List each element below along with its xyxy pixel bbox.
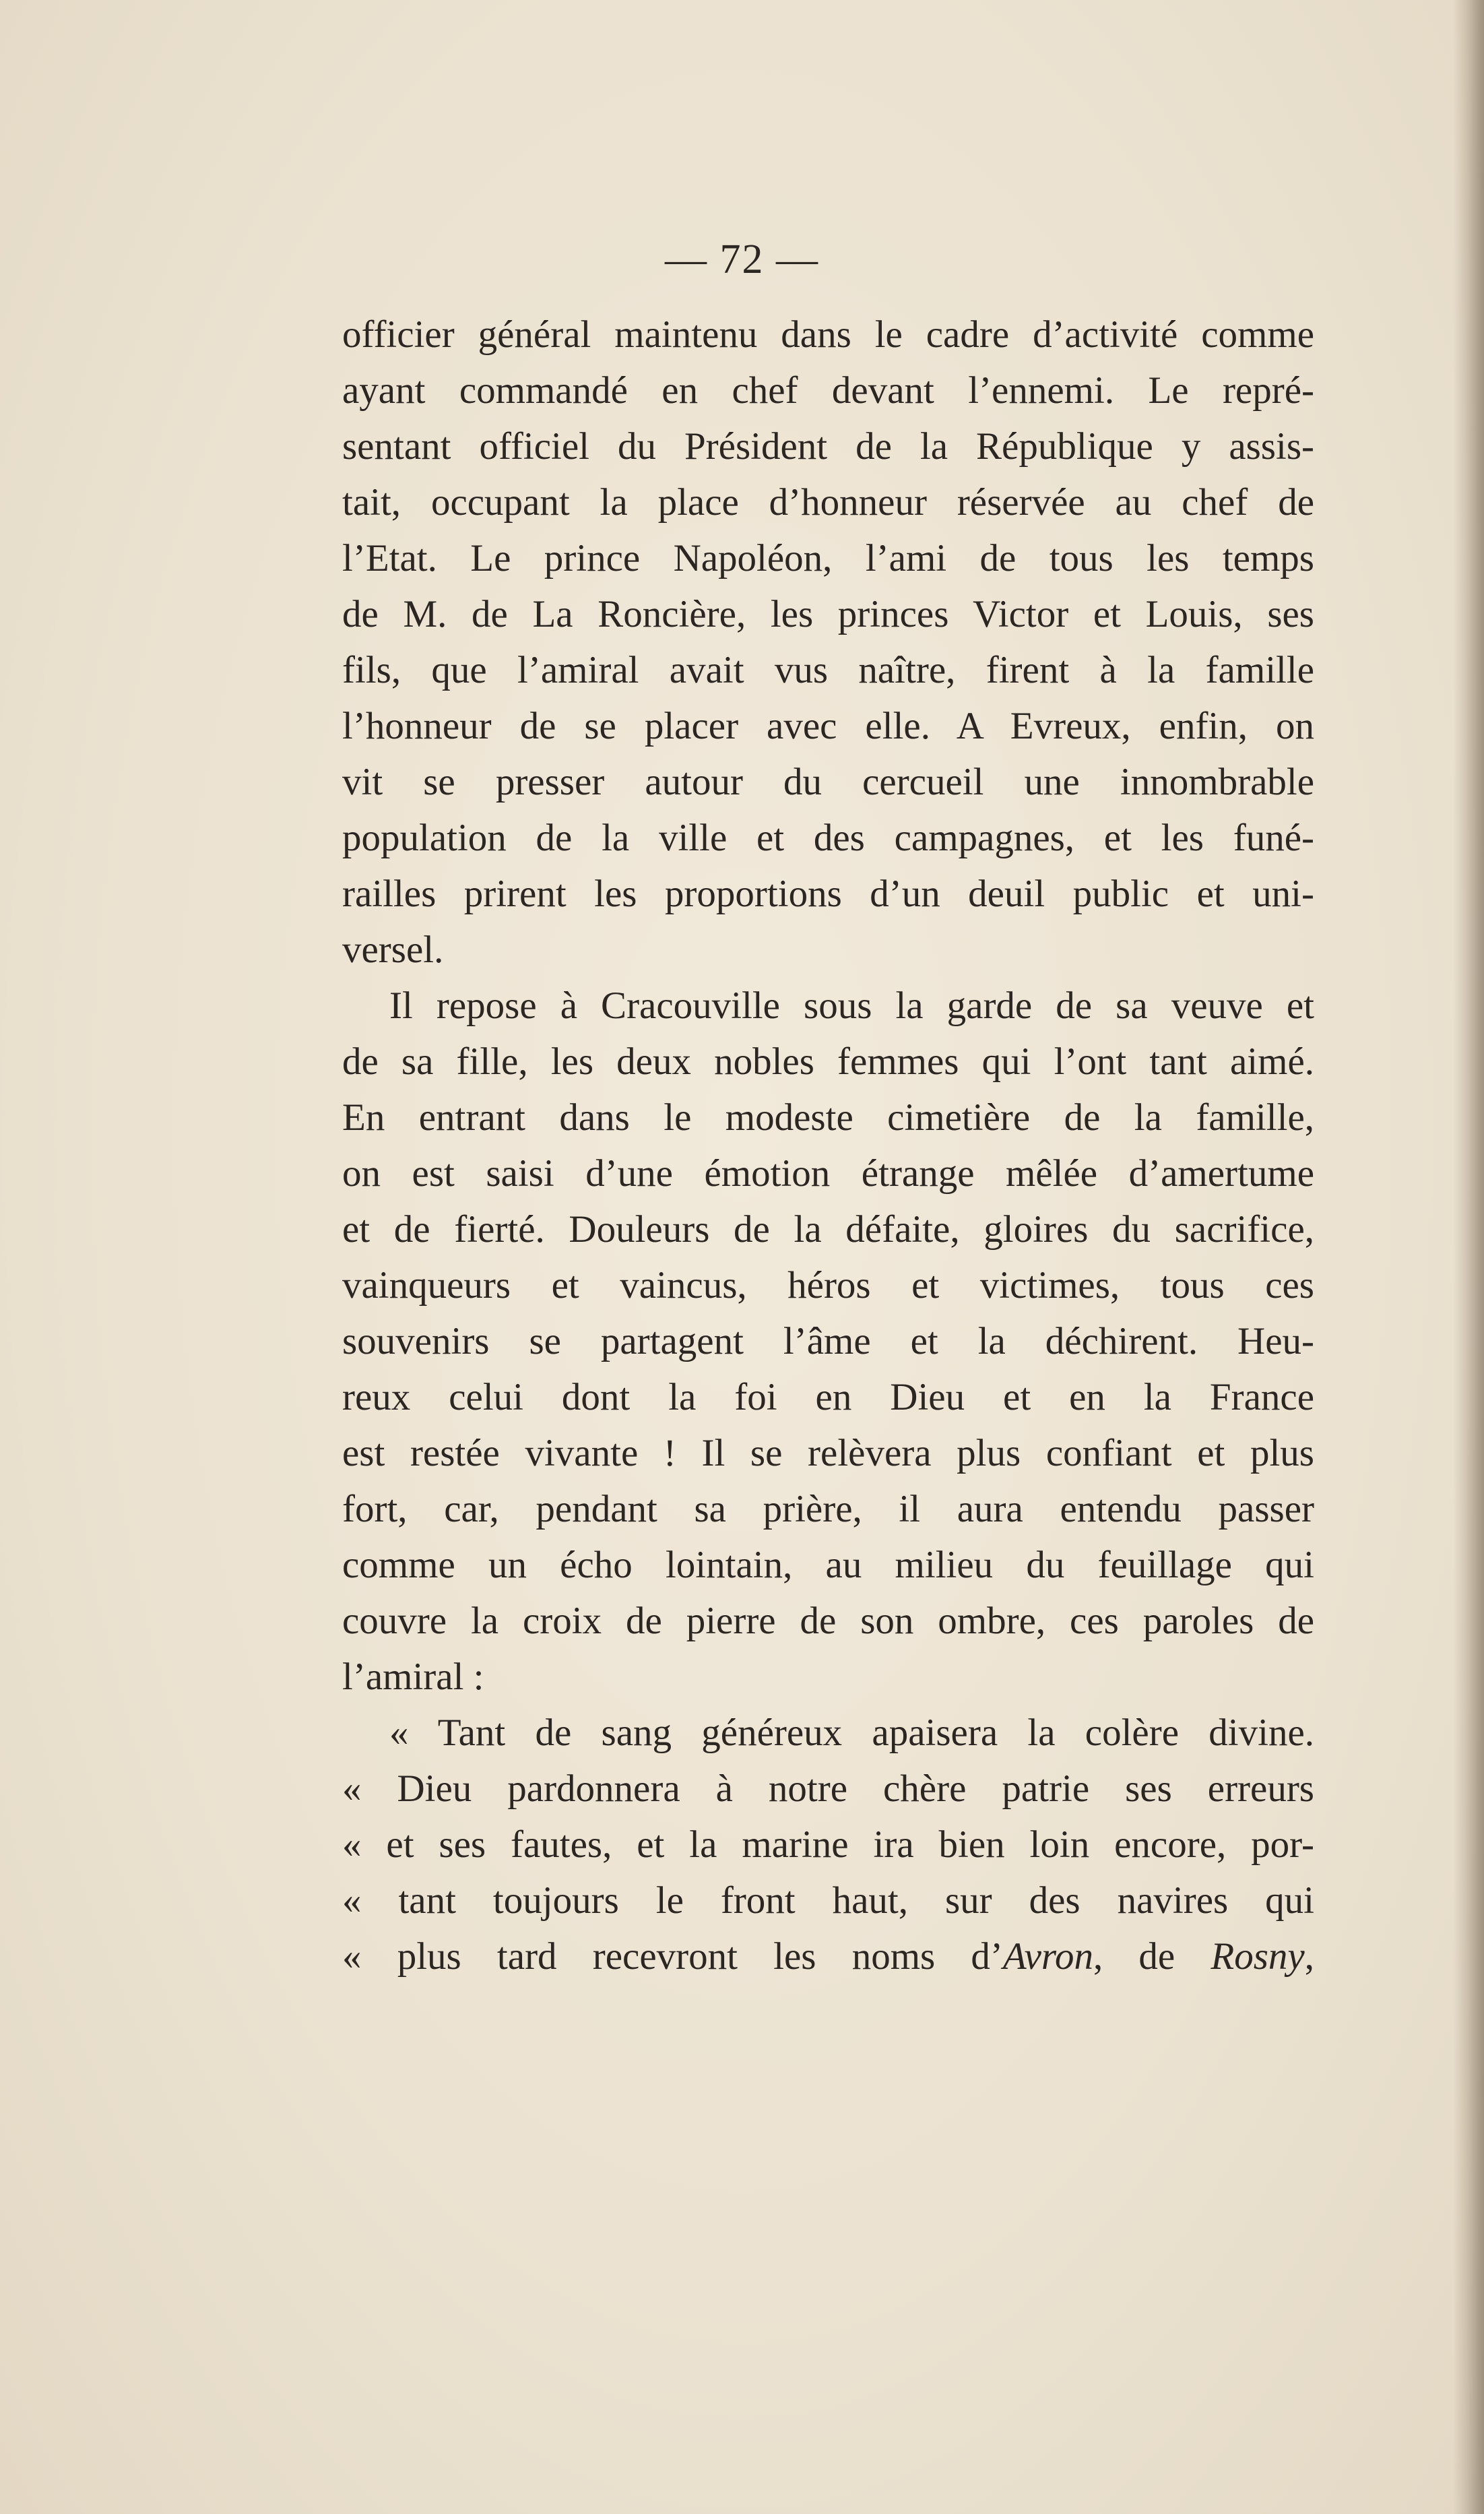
quote-line: « et ses fautes, et la marine ira bien loin encore, por- — [342, 1823, 1314, 1866]
text-line: souvenirs se partagent l’âme et la déchirent. Heu- — [342, 1320, 1314, 1362]
text-line: on est saisi d’une émotion étrange mêlée d’amertume — [342, 1152, 1314, 1195]
text-line: et de fierté. Douleurs de la défaite, gloires du sacrifice, — [342, 1208, 1314, 1251]
text-line: versel. — [342, 929, 444, 971]
quote-line-final — [342, 1928, 1314, 1984]
text-line: de sa fille, les deux nobles femmes qui l’ont tant aimé. — [342, 1040, 1314, 1083]
text-line: sentant officiel du Président de la République y assis- — [342, 425, 1314, 468]
body-text — [342, 307, 1314, 1984]
text-line: fort, car, pendant sa prière, il aura entendu passer — [342, 1488, 1314, 1530]
text-line: ayant commandé en chef devant l’ennemi. Le repré- — [342, 369, 1314, 412]
text-line: Il repose à Cracouville sous la garde de sa veuve et — [389, 984, 1314, 1027]
text-line: l’honneur de se placer avec elle. A Evreux, enfin, on — [342, 705, 1314, 747]
text-line: En entrant dans le modeste cimetière de la famille, — [342, 1096, 1314, 1139]
text-line: reux celui dont la foi en Dieu et en la France — [342, 1376, 1314, 1418]
text-line: fils, que l’amiral avait vus naître, firent à la famille — [342, 649, 1314, 691]
ship-name-avron: Avron — [1002, 1935, 1093, 1978]
quote-line: « tant toujours le front haut, sur des navires qui — [342, 1879, 1314, 1922]
text-line: railles prirent les proportions d’un deuil public et uni- — [342, 873, 1314, 915]
text-line: couvre la croix de pierre de son ombre, ces paroles de — [342, 1600, 1314, 1642]
text-line: de M. de La Roncière, les princes Victor et Louis, ses — [342, 593, 1314, 635]
text-line: est restée vivante ! Il se relèvera plus confiant et plus — [342, 1432, 1314, 1474]
ship-name-rosny: Rosny — [1211, 1935, 1305, 1978]
text-line: population de la ville et des campagnes, et les funé- — [342, 817, 1314, 859]
final-line-prefix: « plus tard recevront les noms d’ — [342, 1935, 1003, 1978]
text-line: comme un écho lointain, au milieu du feuillage qui — [342, 1544, 1314, 1586]
text-line: l’Etat. Le prince Napoléon, l’ami de tous les temps — [342, 537, 1314, 579]
text-line: tait, occupant la place d’honneur réservée au chef de — [342, 481, 1314, 524]
quote-line: « Dieu pardonnera à notre chère patrie ses erreurs — [342, 1767, 1314, 1810]
quote-line: « Tant de sang généreux apaisera la colère divine. — [389, 1711, 1314, 1754]
binding-shadow — [1453, 0, 1484, 2514]
text-line: vit se presser autour du cercueil une innombrable — [342, 761, 1314, 803]
final-line-suffix: , — [1304, 1935, 1314, 1978]
final-line-middle: , de — [1093, 1935, 1211, 1978]
text-line: vainqueurs et vaincus, héros et victimes, tous ces — [342, 1264, 1314, 1307]
text-line: officier général maintenu dans le cadre d’activité comme — [342, 313, 1314, 356]
page-number: — 72 — — [665, 237, 819, 282]
text-line: l’amiral : — [342, 1656, 484, 1698]
